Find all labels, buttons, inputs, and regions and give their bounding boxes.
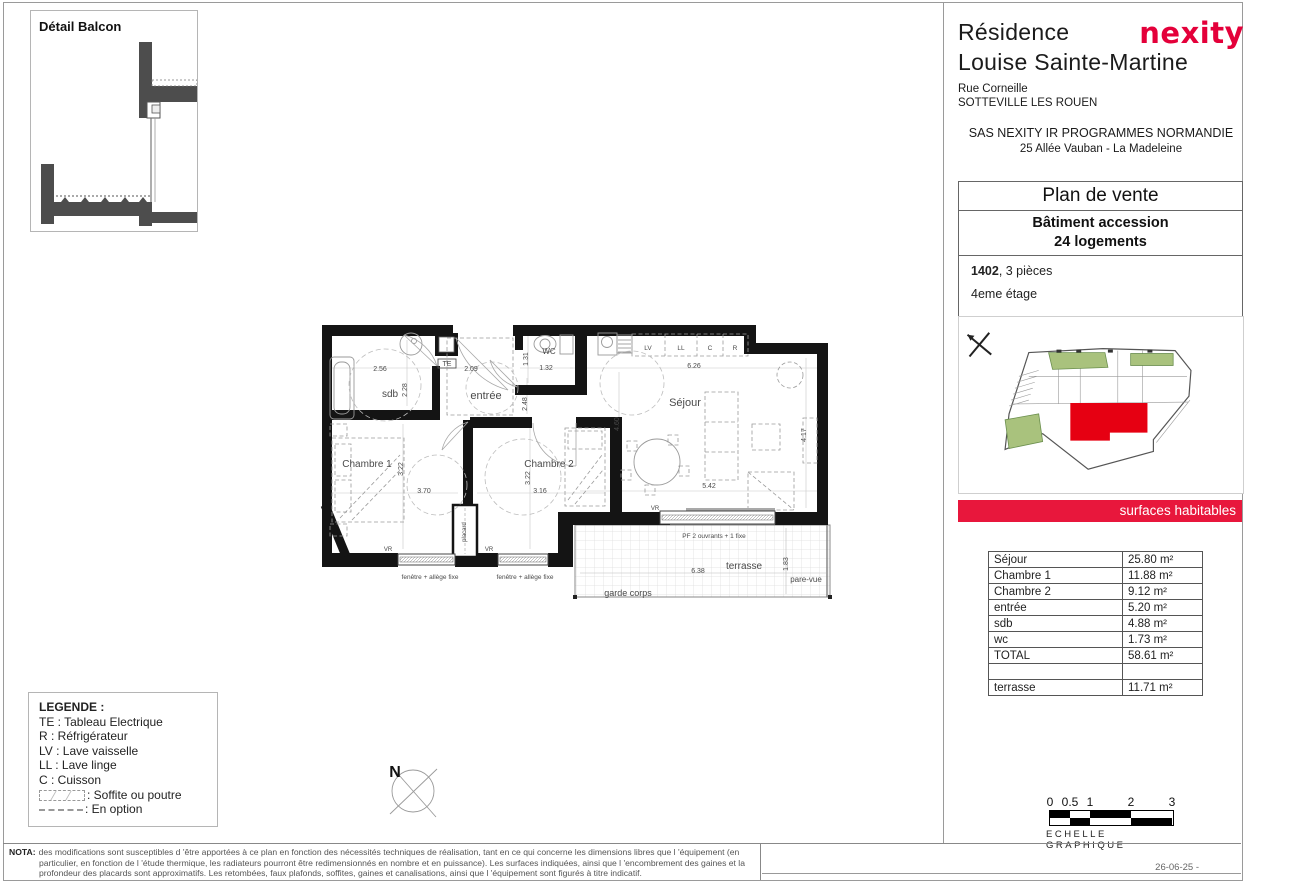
legend-item-label: R : Réfrigérateur	[39, 729, 128, 744]
surface-value: 11.71 m²	[1123, 680, 1203, 696]
legend-item	[39, 773, 217, 788]
plan-label: 6.26	[687, 363, 701, 370]
building-info: Bâtiment accession 24 logements	[959, 211, 1242, 256]
duct	[439, 337, 454, 352]
legend-item-label: : Soffite ou poutre	[87, 787, 182, 802]
plan-label: 2.48	[522, 397, 529, 411]
plan-label: 5.42	[702, 483, 716, 490]
scale-segment	[1050, 811, 1070, 818]
header-block	[958, 18, 1244, 157]
date-cell	[762, 844, 1241, 874]
plan-label: PF 2 ouvrants + 1 fixe	[682, 533, 746, 540]
legend-title: LEGENDE :	[39, 700, 105, 714]
nota-text: NOTA: des modifications sont susceptibles d 'être apportées à ce plan en fonction des nécessités techniques de réalisation, tant en ce qui concerne les dimensions libres que l 'équipement (en particulier, en fonction de l 'étude thermique, les radiateurs pourront être redimensionnés en nombre et en puissance). Les surfaces indiquées, ainsi que l 'encombrement des gaines et la profondeur des placards sont approximatifs. Les retombées, faux plafonds, soffites, gaines et canalisations, ainsi que l 'équipement sont figurés à titre indicatif.	[9, 847, 745, 879]
legend-item	[39, 744, 217, 759]
surface-value: 58.61 m²	[1123, 648, 1203, 664]
plan-label: LL	[677, 345, 685, 352]
surface-row	[989, 552, 1203, 568]
scale-tick-labels	[1046, 795, 1178, 808]
surface-label: sdb	[989, 616, 1123, 632]
surface-row	[989, 616, 1203, 632]
nexity-logo: nexity	[1139, 16, 1244, 50]
scale-tick: 0	[1046, 795, 1054, 809]
surface-value: 11.88 m²	[1123, 568, 1203, 584]
plan-label: pare-vue	[790, 575, 822, 584]
plan-label: C	[707, 345, 713, 352]
scale-bar	[1046, 795, 1178, 851]
plan-label: 2.09	[464, 366, 478, 373]
surface-label: Chambre 1	[989, 568, 1123, 584]
legend-item	[39, 758, 217, 773]
legend-item	[39, 802, 217, 817]
plan-label: 3.22	[398, 462, 405, 476]
plan-label: VR	[484, 547, 494, 553]
unit-number: 1402	[971, 264, 999, 278]
nota-cell	[3, 844, 761, 880]
plan-label: terrasse	[725, 561, 763, 572]
legend-item-label: LV : Lave vaisselle	[39, 743, 139, 758]
plan-label: 4.17	[801, 428, 808, 442]
scale-tick: 1	[1086, 795, 1094, 809]
surface-row	[989, 584, 1203, 600]
soffite-symbol	[39, 790, 85, 801]
surface-value: 4.88 m²	[1123, 616, 1203, 632]
unit-floor: 4eme étage	[971, 287, 1038, 301]
scale-tick: 0.5	[1061, 795, 1079, 809]
scale-strip	[1049, 810, 1174, 826]
plan-label: 6.38	[691, 568, 705, 575]
surface-row	[989, 632, 1203, 648]
legend-item-label: : En option	[85, 802, 143, 817]
legend-item	[39, 788, 217, 803]
scale-segment	[1131, 818, 1172, 825]
plan-label: VR	[383, 547, 393, 553]
plan-label: Séjour	[669, 397, 701, 409]
option-symbol	[39, 809, 83, 811]
plan-label: garde corps	[604, 588, 652, 598]
legend-box	[28, 692, 218, 827]
plan-label: entrée	[470, 390, 502, 402]
plan-label: 3.22	[525, 471, 532, 485]
plan-label: WC	[542, 347, 556, 356]
date-value: 26-06-25 -	[1155, 862, 1199, 873]
surface-row	[989, 600, 1203, 616]
legend-item-label: LL : Lave linge	[39, 758, 117, 773]
scale-tick: 3	[1168, 795, 1176, 809]
plan-label: 4.60	[614, 417, 621, 431]
surface-row	[989, 680, 1203, 696]
surfaces-banner	[958, 500, 1242, 522]
surface-value: 25.80 m²	[1123, 552, 1203, 568]
scale-segment	[1131, 811, 1172, 818]
plan-label: N	[389, 764, 401, 781]
surface-label: Séjour	[989, 552, 1123, 568]
scale-caption: ECHELLE GRAPHIQUE	[1046, 829, 1126, 851]
plan-label: 1.83	[783, 557, 790, 571]
surface-label: Chambre 2	[989, 584, 1123, 600]
scale-segment	[1050, 818, 1070, 825]
plan-label: placard	[462, 522, 468, 542]
residence-title-line1: Résidence	[958, 19, 1070, 45]
surface-value: 1.73 m²	[1123, 632, 1203, 648]
surface-label: terrasse	[989, 680, 1123, 696]
surface-label: TOTAL	[989, 648, 1123, 664]
surface-value	[1123, 664, 1203, 680]
city: SOTTEVILLE LES ROUEN	[958, 97, 1098, 109]
surface-row	[989, 648, 1203, 664]
surface-label: entrée	[989, 600, 1123, 616]
plan-label: 2.28	[402, 383, 409, 397]
surface-label: wc	[989, 632, 1123, 648]
surface-row	[989, 664, 1203, 680]
site-plan-box	[958, 316, 1244, 494]
nota-strip	[3, 843, 1241, 880]
legend-item	[39, 715, 217, 730]
panel-divider-line	[943, 2, 944, 843]
plan-label: fenêtre + allège fixe	[401, 574, 459, 581]
scale-segment	[1090, 818, 1131, 825]
detail-balcon-title: Détail Balcon	[39, 19, 122, 34]
surface-value: 5.20 m²	[1123, 600, 1203, 616]
legend-item-label: C : Cuisson	[39, 772, 102, 787]
plan-label: 1.31	[523, 352, 530, 366]
residence-title-line2: Louise Sainte-Martine	[958, 49, 1189, 75]
surface-value: 9.12 m²	[1123, 584, 1203, 600]
plan-label: fenêtre + allège fixe	[496, 574, 554, 581]
scale-segment	[1070, 818, 1090, 825]
company-name: SAS NEXITY IR PROGRAMMES NORMANDIE	[968, 126, 1234, 140]
sale-title: Plan de vente	[959, 182, 1242, 211]
unit-info	[959, 256, 1242, 324]
surface-row	[989, 568, 1203, 584]
street: Rue Corneille	[958, 83, 1028, 95]
plan-label: 3.16	[533, 488, 547, 495]
plan-label: R	[732, 345, 738, 352]
plan-label: TE	[442, 361, 452, 368]
site-north-icon	[968, 333, 992, 357]
legend-item	[39, 729, 217, 744]
unit-type: , 3 pièces	[998, 264, 1053, 278]
plan-label: VR	[650, 506, 660, 512]
company-address: 25 Allée Vauban - La Madeleine	[1019, 143, 1183, 155]
scale-segment	[1090, 811, 1131, 818]
plan-label: 2.56	[373, 366, 387, 373]
site-plan	[959, 317, 1241, 491]
legend-item-label: TE : Tableau Electrique	[39, 714, 163, 729]
surface-label	[989, 664, 1123, 680]
plan-label: LV	[644, 345, 652, 352]
plan-label: sdb	[381, 389, 399, 400]
plan-label: 1.32	[539, 365, 553, 372]
surfaces-banner-label: surfaces habitables	[1119, 503, 1236, 518]
plan-label: Chambre 1	[342, 459, 392, 470]
surfaces-table	[988, 551, 1203, 696]
sale-panel	[958, 181, 1243, 325]
plan-label: 3.70	[417, 488, 431, 495]
scale-tick: 2	[1127, 795, 1135, 809]
plan-label: Chambre 2	[524, 459, 574, 470]
scale-segment	[1070, 811, 1090, 818]
